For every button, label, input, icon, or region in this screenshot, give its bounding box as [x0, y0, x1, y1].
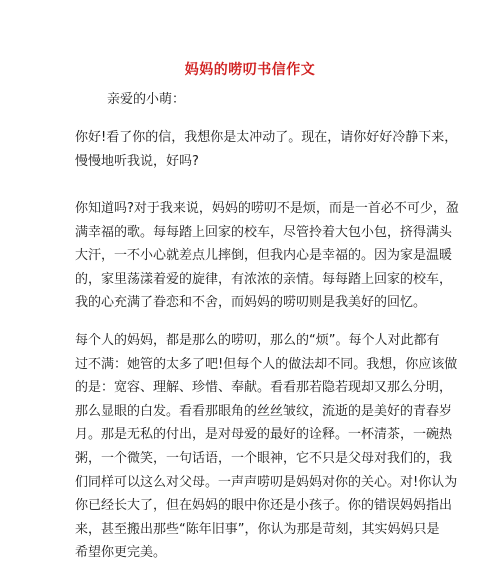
- paragraph-2: [75, 197, 459, 315]
- paragraph-line: 我的心充满了眷恋和不舍，而妈妈的唠叨则是我美好的回忆。: [75, 295, 427, 311]
- paragraph-line: 大汗，一不小心就差点儿摔倒，但我内心是幸福的。因为家是温暖: [75, 248, 453, 264]
- paragraph-line: 月。那是无私的付出，是对母爱的最好的诠释。一杯清茶，一碗热: [75, 427, 453, 443]
- page-title: 妈妈的唠叨书信作文: [184, 62, 316, 78]
- paragraph-line: 的是：宽容、理解、珍惜、奉献。看看那若隐若现却又那么分明，: [75, 380, 453, 396]
- paragraph-line: 你已经长大了，但在妈妈的眼中你还是小孩子。你的错误妈妈指出: [75, 498, 453, 514]
- paragraph-line: 你知道吗?对于我来说，妈妈的唠叨不是烦，而是一首必不可少，盈: [75, 201, 459, 216]
- paragraph-line: 来，甚至搬出那些“陈年旧事”，你认为那是苛刻，其实妈妈只是: [75, 521, 440, 537]
- letter-greeting: 亲爱的小萌：: [107, 92, 186, 107]
- paragraph-line: 过不满：她管的太多了吧!但每个人的做法却不同。我想，你应该做: [75, 356, 458, 372]
- paragraph-3: [75, 329, 458, 565]
- paragraph-line: 粥，一个微笑，一句话语，一个眼神，它不只是父母对我们的，我: [75, 450, 453, 466]
- paragraph-line: 你好!看了你的信，我想你是太冲动了。现在，请你好好冷静下来，: [75, 130, 458, 145]
- paragraph-line: 那么显眼的白发。看看那眼角的丝丝皱纹，流逝的是美好的青春岁: [75, 403, 453, 419]
- paragraph-line: 慢慢地听我说，好吗?: [75, 153, 199, 169]
- paragraph-line: 的，家里荡漾着爱的旋律，有浓浓的亲情。每每踏上回家的校车，: [75, 271, 453, 287]
- paragraph-1: [75, 126, 458, 173]
- paragraph-line: 们同样可以这么对父母。一声声唠叨是妈妈对你的关心。对!你认为: [75, 474, 458, 490]
- paragraph-line: 希望你更完美。: [75, 545, 167, 561]
- paragraph-line: 每个人的妈妈，都是那么的唠叨，那么的“烦”。每个人对此都有: [75, 333, 440, 348]
- paragraph-line: 满幸福的歌。每每踏上回家的校车，尽管拎着大包小包，挤得满头: [75, 224, 453, 240]
